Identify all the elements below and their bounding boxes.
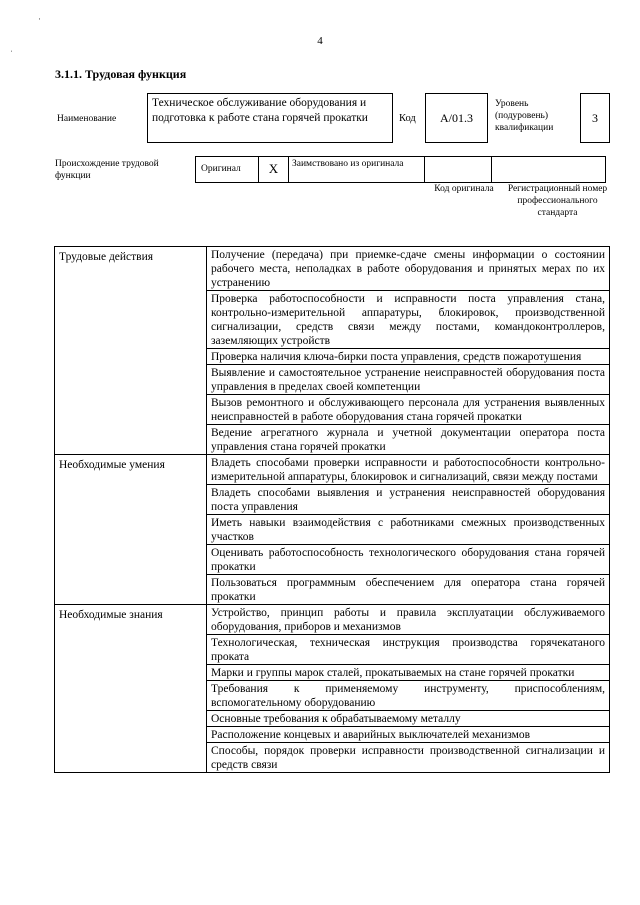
- table-item-cell: Владеть способами проверки исправности и работоспособности контрольно-измерительной аппаратуры, блокировок и сигнализаций, связи между постами: [207, 455, 610, 485]
- table-item-cell: Способы, порядок проверки исправности производственной сигнализации и средств связи: [207, 743, 610, 773]
- table-item-cell: Проверка работоспособности и исправности поста управления стана, контрольно-измерительной аппаратуры, блокировок, производственной сигнализации, средств связи между постами, командоконтроллеров, заземляющих устройств: [207, 291, 610, 349]
- registration-caption: Регистрационный номер профессионального стандарта: [507, 184, 608, 218]
- table-item-cell: Выявление и самостоятельное устранение неисправностей оборудования поста управления в пределах своей компетенции: [207, 365, 610, 395]
- original-code-cell: [424, 156, 492, 183]
- table-item-cell: Марки и группы марок сталей, прокатываемых на стане горячей прокатки: [207, 665, 610, 681]
- category-cell: Необходимые умения: [55, 455, 207, 605]
- category-cell: Необходимые знания: [55, 605, 207, 773]
- name-label: Наименование: [57, 114, 117, 124]
- table-item-cell: Иметь навыки взаимодействия с работниками смежных производственных участков: [207, 515, 610, 545]
- table-row: [55, 455, 610, 485]
- original-cell: [195, 156, 259, 183]
- table-item-cell: Устройство, принцип работы и правила эксплуатации обслуживаемого оборудования, приборов и механизмов: [207, 605, 610, 635]
- table-item-cell: Расположение концевых и аварийных выключателей механизмов: [207, 727, 610, 743]
- table-item-cell: Получение (передача) при приемке-сдаче смены информации о состоянии рабочего места, неполадках в работе оборудования и принятых мерах по их устранению: [207, 247, 610, 291]
- borrowed-cell: [288, 156, 425, 183]
- table-item-cell: Основные требования к обрабатываемому металлу: [207, 711, 610, 727]
- origin-row: [195, 156, 606, 183]
- origin-label: Происхождение трудовой функции: [55, 159, 159, 181]
- original-mark-cell: [258, 156, 289, 183]
- table-row: [55, 247, 610, 291]
- table-item-cell: Проверка наличия ключа-бирки поста управления, средств пожаротушения: [207, 349, 610, 365]
- borrowed-label: Заимствовано из оригинала: [292, 159, 404, 169]
- labor-function-table: [54, 246, 610, 773]
- scan-mark: ˌ: [10, 42, 13, 52]
- table-item-cell: Ведение агрегатного журнала и учетной документации оператора поста управления стана горячей прокатки: [207, 425, 610, 455]
- original-label: Оригинал: [201, 164, 241, 174]
- code-original-caption: Код оригинала: [434, 184, 494, 194]
- table-item-cell: Требования к применяемому инструменту, приспособлениям, вспомогательному оборудованию: [207, 681, 610, 711]
- level-box: 3: [580, 93, 610, 143]
- table-item-cell: Пользоваться программным обеспечением для оператора стана горячей прокатки: [207, 575, 610, 605]
- function-name-box: Техническое обслуживание оборудования и подготовка к работе стана горячей прокатки: [147, 93, 393, 143]
- registration-number-cell: [491, 156, 606, 183]
- table-item-cell: Оценивать работоспособность технологического оборудования стана горячей прокатки: [207, 545, 610, 575]
- page-number: 4: [317, 35, 323, 47]
- original-mark: Х: [268, 161, 279, 176]
- section-title: 3.1.1. Трудовая функция: [55, 67, 187, 81]
- table-item-cell: Владеть способами выявления и устранения неисправностей оборудования поста управления: [207, 485, 610, 515]
- level-label: Уровень (подуровень) квалификации: [495, 99, 554, 133]
- table-item-cell: Технологическая, техническая инструкция производства горячекатаного проката: [207, 635, 610, 665]
- code-label: Код: [399, 113, 416, 124]
- code-box: А/01.3: [425, 93, 488, 143]
- table-row: [55, 605, 610, 635]
- scan-mark: ·: [38, 14, 41, 24]
- table-item-cell: Вызов ремонтного и обслуживающего персонала для устранения выявленных неисправностей в работе оборудования стана горячей прокатки: [207, 395, 610, 425]
- category-cell: Трудовые действия: [55, 247, 207, 455]
